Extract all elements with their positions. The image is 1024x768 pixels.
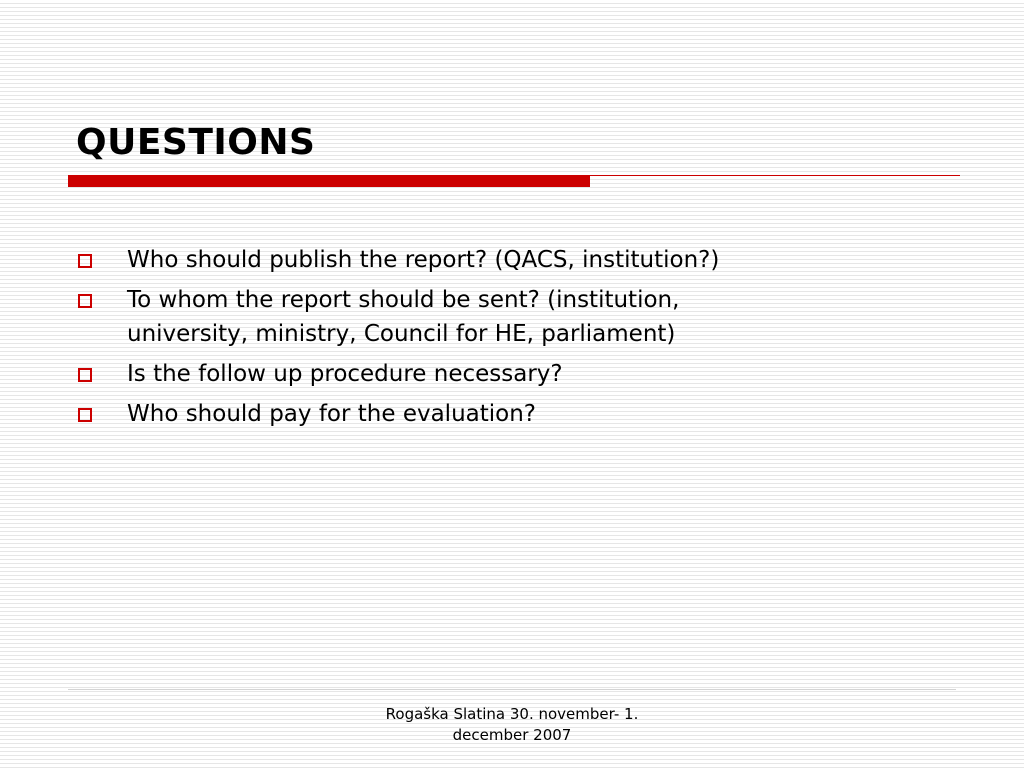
title-underline-thick [68, 175, 590, 187]
bullet-item [76, 283, 936, 351]
bullet-item [76, 397, 936, 431]
footer-line-1: Rogaška Slatina 30. november- 1. [385, 705, 639, 723]
hollow-square-icon [78, 408, 92, 422]
bullet-item [76, 243, 936, 277]
bullet-text: Who should pay for the evaluation? [127, 401, 537, 427]
bullet-list [76, 243, 936, 437]
bullet-text: Is the follow up procedure necessary? [127, 361, 563, 387]
footer-text [340, 704, 684, 746]
footer-divider [68, 689, 956, 690]
hollow-square-icon [78, 368, 92, 382]
bullet-text: Who should publish the report? (QACS, institution?) [127, 247, 720, 273]
bullet-text-continuation: university, ministry, Council for HE, parliament) [127, 321, 676, 347]
bullet-text: To whom the report should be sent? (institution, [127, 287, 680, 313]
bullet-item [76, 357, 936, 391]
slide-title: QUESTIONS [76, 122, 316, 163]
hollow-square-icon [78, 294, 92, 308]
hollow-square-icon [78, 254, 92, 268]
title-underline-thin [590, 175, 960, 176]
footer-line-2: december 2007 [452, 726, 572, 744]
